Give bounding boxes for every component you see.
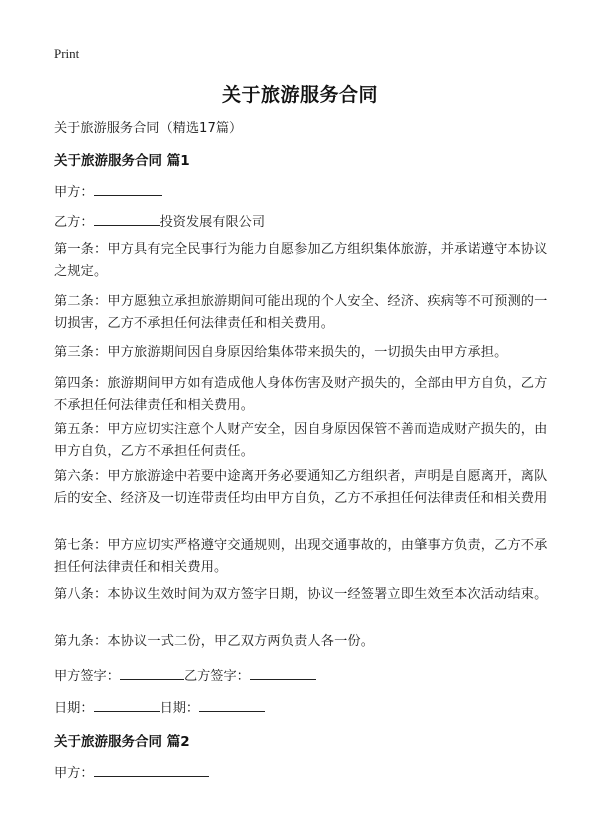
date-b-blank	[199, 697, 265, 712]
date-row	[54, 697, 265, 720]
signature-row	[54, 665, 316, 688]
party-a-label: 甲方：	[54, 185, 94, 200]
clause-6: 第六条：甲方旅游途中若要中途离开务必要通知乙方组织者，声明是自愿离开，离队后的安全、经济及一切连带责任均由甲方自负，乙方不承担任何法律责任和相关费用	[54, 469, 548, 506]
clause-5: 第五条：甲方应切实注意个人财产安全，因自身原因保管不善而造成财产损失的，由甲方自负，乙方不承担任何责任。	[54, 422, 548, 459]
sign-a-label: 甲方签字：	[54, 669, 120, 684]
party-a-blank	[94, 181, 162, 196]
party-b-row	[54, 211, 265, 234]
sign-a-blank	[120, 665, 184, 680]
sign-b-label: 乙方签字：	[183, 669, 250, 684]
document-title: 关于旅游服务合同	[221, 84, 378, 106]
section-2-party-a-row	[54, 762, 209, 785]
date-b-label: 日期：	[159, 701, 200, 716]
clause-8: 第八条：本协议生效时间为双方签字日期，协议一经签署立即生效至本次活动结束。	[54, 587, 548, 602]
party-a-row	[54, 181, 162, 204]
section-1-heading: 关于旅游服务合同 篇1	[54, 153, 190, 169]
print-link[interactable]: Print	[54, 46, 80, 61]
party-b-company: 投资发展有限公司	[159, 215, 266, 230]
party-b-label: 乙方：	[54, 215, 94, 230]
clause-9: 第九条：本协议一式二份，甲乙双方两负责人各一份。	[54, 634, 375, 649]
clause-3: 第三条：甲方旅游期间因自身原因给集体带来损失的，一切损失由甲方承担。	[54, 345, 508, 360]
clause-2: 第二条：甲方愿独立承担旅游期间可能出现的个人安全、经济、疾病等不可预测的一切损害，乙方不承担任何法律责任和相关费用。	[54, 294, 548, 331]
document-subtitle: 关于旅游服务合同（精选17篇）	[54, 121, 243, 136]
date-a-blank	[94, 697, 160, 712]
party-b-blank	[94, 211, 160, 226]
sign-b-blank	[250, 665, 316, 680]
clause-1: 第一条：甲方具有完全民事行为能力自愿参加乙方组织集体旅游，并承诺遵守本协议之规定。	[54, 242, 548, 279]
section-2-party-a-label: 甲方：	[54, 766, 94, 781]
clause-7: 第七条：甲方应切实严格遵守交通规则，出现交通事故的，由肇事方负责，乙方不承担任何法律责任和相关费用。	[54, 538, 548, 575]
section-2-party-a-blank	[94, 762, 209, 777]
clause-4: 第四条：旅游期间甲方如有造成他人身体伤害及财产损失的，全部由甲方自负，乙方不承担任何法律责任和相关费用。	[54, 376, 548, 413]
section-2-heading: 关于旅游服务合同 篇2	[54, 734, 190, 750]
date-a-label: 日期：	[54, 701, 94, 716]
